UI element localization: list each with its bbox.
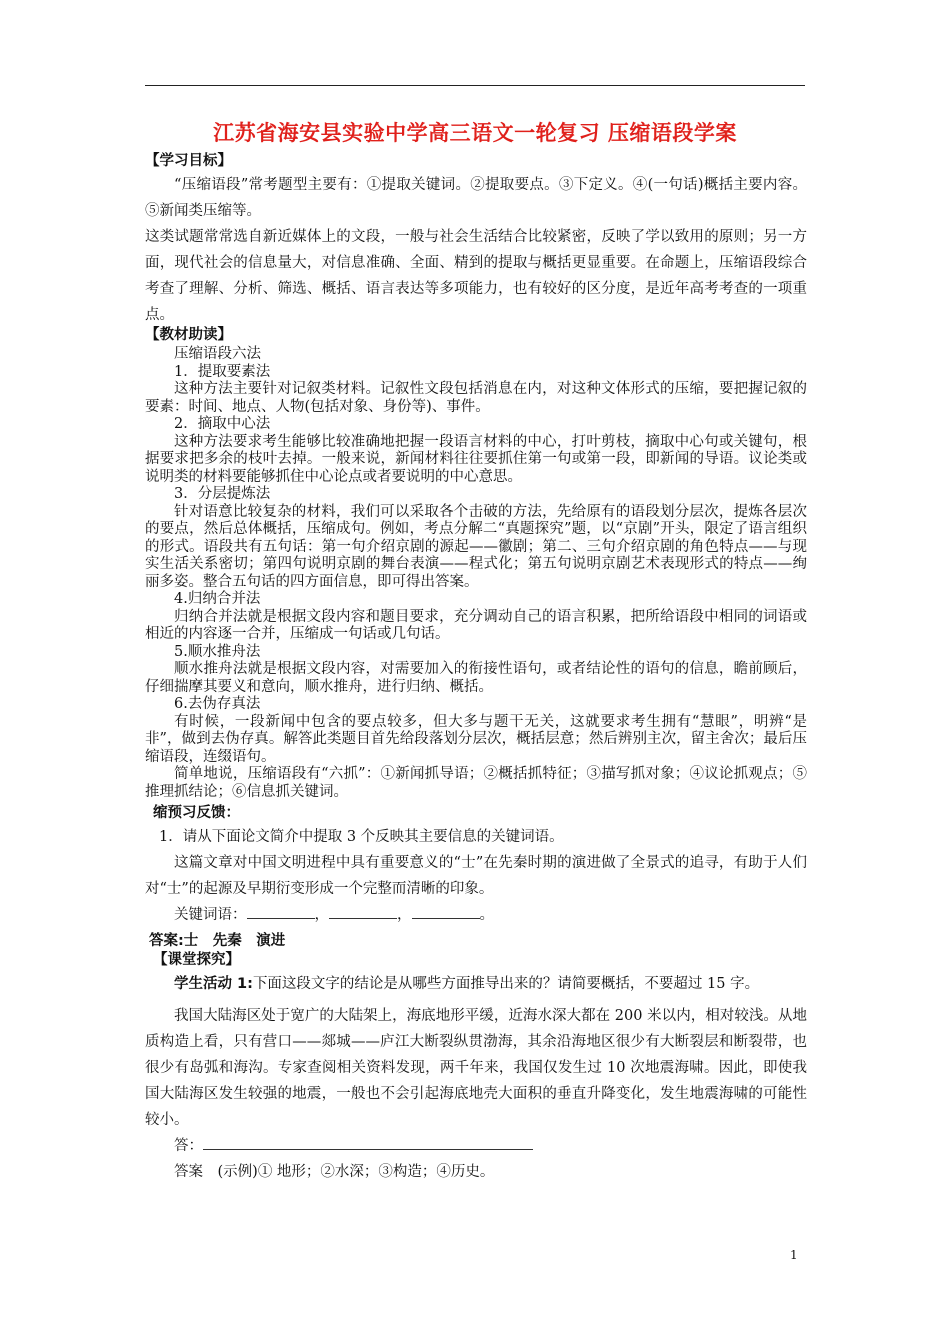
answer-2: 答案 (示例)① 地形；②水深；③构造；④历史。 [174,1164,495,1180]
header-rule [145,85,805,86]
page-title: 江苏省海安县实验中学高三语文一轮复习 压缩语段学案 [213,121,737,145]
activity-1 [145,971,807,997]
method-1-body: 这种方法主要针对记叙类材料。记叙性文段包括消息在内，对这种文体形式的压缩，要把握记叙的要素：时间、地点、人物(包括对象、身份等)、事件。 [145,381,807,415]
keyword-blank-2[interactable] [329,904,397,919]
answer-line [145,1133,807,1159]
heading-classroom-inquiry: 【课堂探究】 [153,952,240,968]
activity-1-label: 学生活动 1: [174,976,253,992]
method-2-body: 这种方法要求考生能够比较准确地把握一段语言材料的中心，打叶剪枝，摘取中心句或关键句，根据要求把多余的枝叶去掉。一般来说，新闻材料往往要抓住第一句或第一段，即新闻的导语。议论类或说明类的材料要能够抓住中心论点或者要说明的中心意思。 [145,433,807,485]
section-classroom-inquiry [145,949,807,1185]
keyword-sep-2: ， [397,907,412,923]
method-6-title: 6.去伪存真法 [174,696,261,712]
section-learning-goals [145,150,807,328]
keyword-sep-1: ， [314,907,329,923]
methods-summary: 简单地说，压缩语段有“六抓”：①新闻抓导语；②概括抓特征；③描写抓对象；④议论抓观点；⑤推理抓结论；⑥信息抓关键词。 [145,766,807,800]
method-5-title: 5.顺水推舟法 [174,643,261,660]
method-2-title: 2．摘取中心法 [174,416,271,432]
keyword-label: 关键词语： [174,907,247,923]
goals-paragraph-2: 这类试题常常选自新近媒体上的文段，一般与社会生活结合比较紧密，反映了学以致用的原则；另一方面，现代社会的信息量大，对信息准确、全面、精到的提取与概括更显重要。在命题上，压缩语段综合考查了理解、分析、筛选、概括、语言表达等多项能力，也有较好的区分度，是近年高考考查的一项重点。 [145,229,807,323]
heading-preview-feedback: 缩预习反馈： [153,805,240,821]
method-3-body: 针对语意比较复杂的材料，我们可以采取各个击破的方法，先给原有的语段划分层次，提炼各层次的要点，然后总体概括，压缩成句。例如，考点分解二“真题探究”题，以“京剧”开头，限定了语言组织的形式。语段共有五句话：第一句介绍京剧的源起——徽剧；第二、三句介绍京剧的角色特点——与现实生活关系密切；第四句说明京剧的舞台表演——程式化；第五句说明京剧艺术表现形式的特点——绚丽多姿。整合五句话的四方面信息，即可得出答案。 [145,503,807,590]
method-4-body: 归纳合并法就是根据文段内容和题目要求，充分调动自己的语言积累，把所给语段中相同的词语或相近的内容逐一合并，压缩成一句话或几句话。 [145,608,807,642]
keyword-blank-1[interactable] [247,904,315,919]
method-3-title: 3．分层提炼法 [174,486,271,502]
method-6-body: 有时候，一段新闻中包含的要点较多，但大多与题干无关，这就要求考生拥有“慧眼”，明辨“是非”，做到去伪存真。解答此类题目首先给段落划分层次，概括层意；然后辨别主次，留主舍次；最后压缩语段，连缀语句。 [145,713,807,765]
activity-1-passage: 我国大陆海区处于宽广的大陆架上，海底地形平缓，近海水深大都在 200 米以内，相对较浅。从地质构造上看，只有营口——郯城——庐江大断裂纵贯渤海，其余沿海地区很少有大断裂层和断裂带，也很少有岛弧和海沟。专家查阅相关资料发现，两千年来，我国仅发生过 10 次地震海啸。因此，即使我国大陆海区发生较强的地震，一般也不会引起海底地壳大面积的垂直升降变化，发生地震海啸的可能性较小。 [145,1008,807,1128]
answer-1: 答案:士 先秦 演进 [149,933,286,949]
section-textbook-guide [145,324,807,801]
method-4-title: 4.归纳合并法 [174,591,261,607]
goals-paragraph-1: “压缩语段”常考题型主要有：①提取关键词。②提取要点。③下定义。④(一句话)概括主要内容。⑤新闻类压缩等。 [145,177,807,219]
activity-1-text: 下面这段文字的结论是从哪些方面推导出来的？请简要概括，不要超过 15 字。 [252,976,760,992]
page-number: 1 [790,1248,798,1262]
methods-intro: 压缩语段六法 [174,346,261,362]
method-1-title: 1．提取要素法 [174,363,271,380]
question-1-passage: 这篇文章对中国文明进程中具有重要意义的“士”在先秦时期的演进做了全景式的追寻，有助于人们对“士”的起源及早期衍变形成一个完整而清晰的印象。 [145,855,807,897]
answer-blank[interactable] [203,1135,533,1150]
question-1: 1．请从下面论文简介中提取 3 个反映其主要信息的关键词语。 [159,829,564,845]
heading-textbook-guide: 【教材助读】 [145,327,232,343]
heading-learning-goals: 【学习目标】 [145,153,232,169]
section-preview-feedback [145,802,807,954]
method-5-body: 顺水推舟法就是根据文段内容，对需要加入的衔接性语句，或者结论性的语句的信息，瞻前顾后，仔细揣摩其要义和意向，顺水推舟，进行归纳、概括。 [145,661,807,695]
answer-label: 答： [174,1138,203,1154]
keyword-answer-line [145,902,807,928]
keyword-end: 。 [479,907,494,923]
keyword-blank-3[interactable] [412,904,480,919]
